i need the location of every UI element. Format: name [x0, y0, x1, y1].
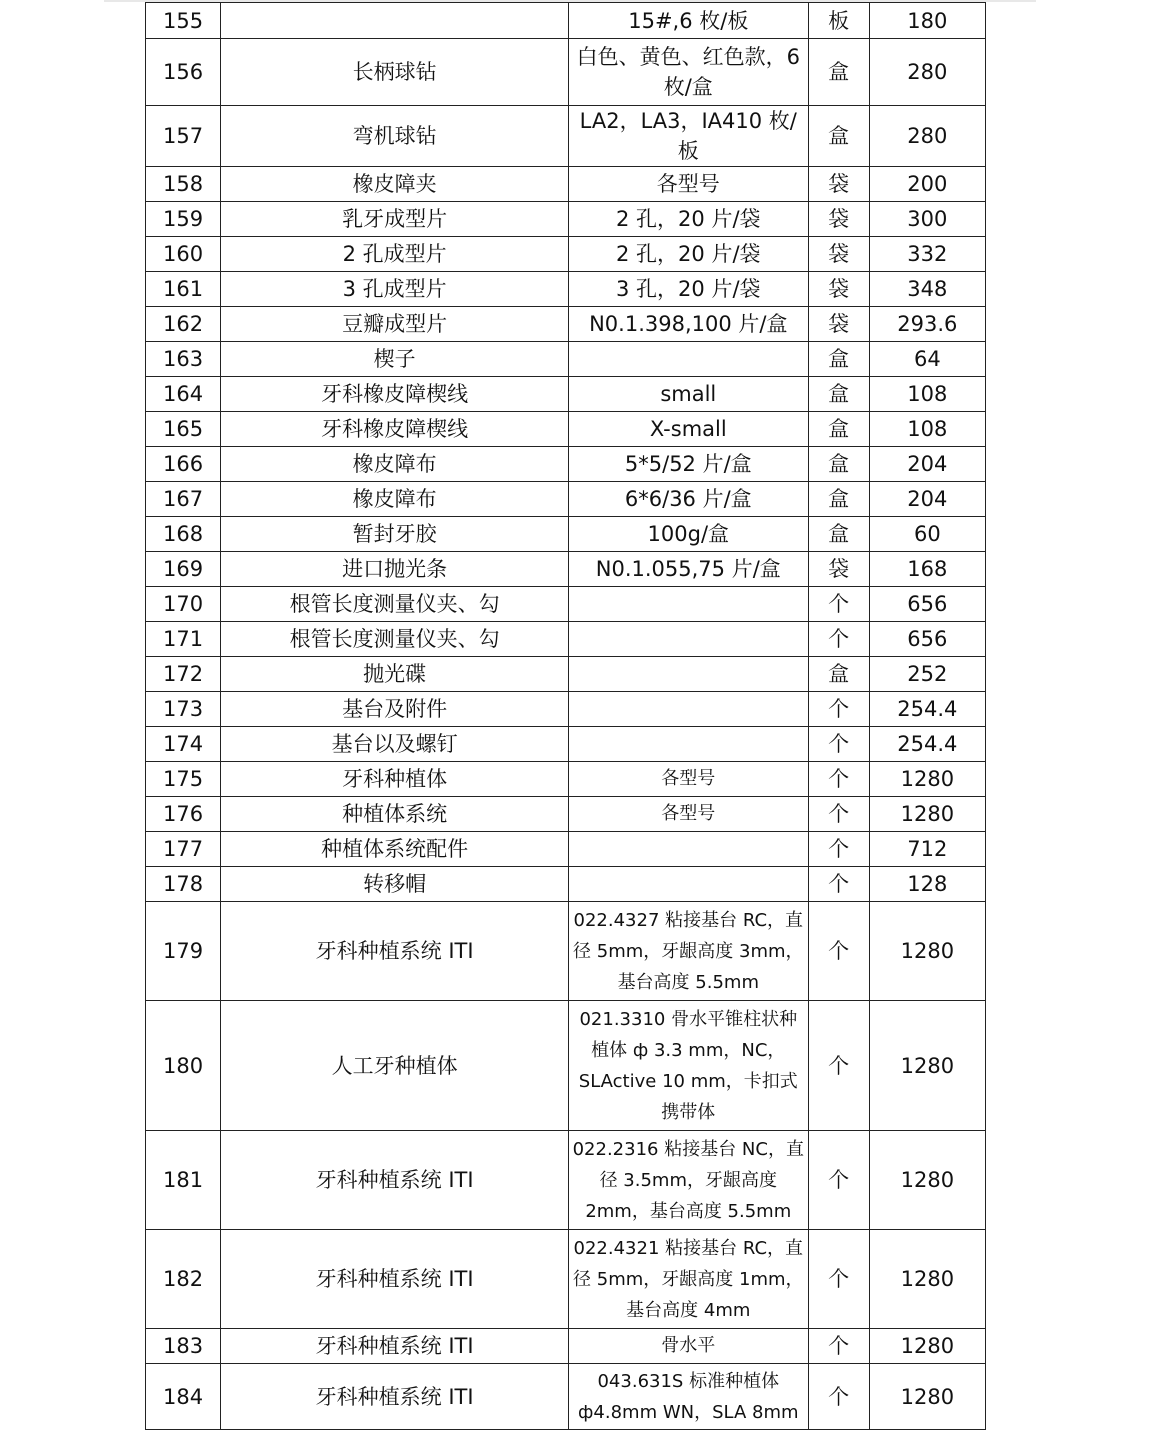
table-row: [146, 762, 986, 797]
item-price: 254.4: [869, 727, 985, 762]
item-unit: 盒: [808, 412, 869, 447]
item-price: 204: [869, 447, 985, 482]
row-number: 175: [146, 762, 221, 797]
table-row: [146, 692, 986, 727]
price-table: [145, 2, 986, 1430]
item-spec: [569, 657, 809, 692]
table-row: [146, 482, 986, 517]
item-spec: 021.3310 骨水平锥柱状种植体 ф 3.3 mm，NC，SLActive 10 mm，卡扣式携带体: [569, 1001, 809, 1131]
item-unit: 个: [808, 1364, 869, 1430]
row-number: 163: [146, 342, 221, 377]
item-name: 牙科橡皮障楔线: [221, 377, 569, 412]
row-number: 157: [146, 106, 221, 167]
item-unit: 袋: [808, 307, 869, 342]
table-row: [146, 307, 986, 342]
row-number: 174: [146, 727, 221, 762]
row-number: 159: [146, 202, 221, 237]
item-name: 牙科种植系统 ITI: [221, 1329, 569, 1364]
table-row: [146, 1230, 986, 1329]
item-spec: 043.631S 标准种植体 ф4.8mm WN，SLA 8mm: [569, 1364, 809, 1430]
item-spec: small: [569, 377, 809, 412]
item-name: 进口抛光条: [221, 552, 569, 587]
row-number: 173: [146, 692, 221, 727]
item-name: 根管长度测量仪夹、勾: [221, 587, 569, 622]
item-unit: 板: [808, 3, 869, 39]
item-name: [221, 3, 569, 39]
item-name: 橡皮障夹: [221, 167, 569, 202]
table-row: [146, 167, 986, 202]
item-price: 1280: [869, 1131, 985, 1230]
row-number: 158: [146, 167, 221, 202]
table-row: [146, 797, 986, 832]
item-name: 豆瓣成型片: [221, 307, 569, 342]
item-name: 人工牙种植体: [221, 1001, 569, 1131]
table-row: [146, 517, 986, 552]
item-price: 64: [869, 342, 985, 377]
item-unit: 个: [808, 867, 869, 902]
row-number: 172: [146, 657, 221, 692]
row-number: 182: [146, 1230, 221, 1329]
item-name: 牙科种植系统 ITI: [221, 1230, 569, 1329]
item-spec: [569, 342, 809, 377]
item-price: 712: [869, 832, 985, 867]
row-number: 179: [146, 902, 221, 1001]
row-number: 170: [146, 587, 221, 622]
item-name: 转移帽: [221, 867, 569, 902]
table-row: [146, 622, 986, 657]
item-unit: 袋: [808, 237, 869, 272]
item-spec: LA2，LA3，IA410 枚/板: [569, 106, 809, 167]
item-price: 1280: [869, 1230, 985, 1329]
item-price: 1280: [869, 902, 985, 1001]
table-row: [146, 39, 986, 106]
item-spec: N0.1.398,100 片/盒: [569, 307, 809, 342]
item-spec: [569, 727, 809, 762]
item-name: 3 孔成型片: [221, 272, 569, 307]
item-price: 348: [869, 272, 985, 307]
item-unit: 个: [808, 727, 869, 762]
table-row: [146, 727, 986, 762]
item-unit: 盒: [808, 342, 869, 377]
item-name: 乳牙成型片: [221, 202, 569, 237]
item-unit: 盒: [808, 657, 869, 692]
item-name: 种植体系统: [221, 797, 569, 832]
item-unit: 个: [808, 832, 869, 867]
row-number: 162: [146, 307, 221, 342]
table-row: [146, 1001, 986, 1131]
item-spec: 5*5/52 片/盒: [569, 447, 809, 482]
item-unit: 个: [808, 902, 869, 1001]
table-row: [146, 552, 986, 587]
item-name: 牙科种植系统 ITI: [221, 1364, 569, 1430]
row-number: 165: [146, 412, 221, 447]
item-price: 180: [869, 3, 985, 39]
item-price: 60: [869, 517, 985, 552]
item-name: 橡皮障布: [221, 482, 569, 517]
table-row: [146, 412, 986, 447]
table-row: [146, 3, 986, 39]
row-number: 166: [146, 447, 221, 482]
item-spec: [569, 622, 809, 657]
row-number: 161: [146, 272, 221, 307]
item-price: 1280: [869, 797, 985, 832]
row-number: 160: [146, 237, 221, 272]
row-number: 176: [146, 797, 221, 832]
price-table-body: [146, 3, 986, 1430]
table-row: [146, 377, 986, 412]
item-unit: 盒: [808, 39, 869, 106]
item-name: 弯机球钻: [221, 106, 569, 167]
item-spec: 白色、黄色、红色款，6枚/盒: [569, 39, 809, 106]
row-number: 184: [146, 1364, 221, 1430]
item-unit: 个: [808, 587, 869, 622]
item-name: 根管长度测量仪夹、勾: [221, 622, 569, 657]
item-spec: 022.2316 粘接基台 NC，直径 3.5mm，牙龈高度 2mm，基台高度 5.5mm: [569, 1131, 809, 1230]
item-price: 108: [869, 412, 985, 447]
item-price: 168: [869, 552, 985, 587]
item-spec: [569, 867, 809, 902]
item-spec: [569, 692, 809, 727]
item-price: 293.6: [869, 307, 985, 342]
item-spec: [569, 587, 809, 622]
item-unit: 袋: [808, 202, 869, 237]
item-spec: [569, 832, 809, 867]
item-spec: 022.4321 粘接基台 RC，直径 5mm，牙龈高度 1mm，基台高度 4mm: [569, 1230, 809, 1329]
item-name: 2 孔成型片: [221, 237, 569, 272]
item-price: 252: [869, 657, 985, 692]
item-spec: 骨水平: [569, 1329, 809, 1364]
table-row: [146, 272, 986, 307]
item-spec: 2 孔，20 片/袋: [569, 237, 809, 272]
item-unit: 个: [808, 797, 869, 832]
item-spec: 各型号: [569, 167, 809, 202]
item-price: 656: [869, 587, 985, 622]
item-name: 暂封牙胶: [221, 517, 569, 552]
item-unit: 个: [808, 1230, 869, 1329]
item-spec: 022.4327 粘接基台 RC，直径 5mm，牙龈高度 3mm，基台高度 5.5mm: [569, 902, 809, 1001]
row-number: 181: [146, 1131, 221, 1230]
item-unit: 个: [808, 1329, 869, 1364]
item-price: 1280: [869, 762, 985, 797]
item-spec: 15#,6 枚/板: [569, 3, 809, 39]
table-row: [146, 1329, 986, 1364]
row-number: 171: [146, 622, 221, 657]
item-name: 基台以及螺钉: [221, 727, 569, 762]
item-name: 牙科种植系统 ITI: [221, 902, 569, 1001]
row-number: 180: [146, 1001, 221, 1131]
item-unit: 盒: [808, 482, 869, 517]
item-name: 长柄球钻: [221, 39, 569, 106]
item-spec: 各型号: [569, 797, 809, 832]
item-price: 1280: [869, 1329, 985, 1364]
item-spec: N0.1.055,75 片/盒: [569, 552, 809, 587]
row-number: 169: [146, 552, 221, 587]
row-number: 183: [146, 1329, 221, 1364]
item-spec: 各型号: [569, 762, 809, 797]
item-spec: 6*6/36 片/盒: [569, 482, 809, 517]
item-price: 300: [869, 202, 985, 237]
table-row: [146, 447, 986, 482]
item-spec: 2 孔，20 片/袋: [569, 202, 809, 237]
item-unit: 个: [808, 622, 869, 657]
item-spec: X-small: [569, 412, 809, 447]
item-unit: 袋: [808, 272, 869, 307]
table-row: [146, 1131, 986, 1230]
item-spec: 3 孔，20 片/袋: [569, 272, 809, 307]
item-price: 204: [869, 482, 985, 517]
item-name: 牙科种植体: [221, 762, 569, 797]
table-row: [146, 1364, 986, 1430]
table-row: [146, 342, 986, 377]
row-number: 164: [146, 377, 221, 412]
item-unit: 个: [808, 1001, 869, 1131]
row-number: 155: [146, 3, 221, 39]
table-row: [146, 237, 986, 272]
item-price: 280: [869, 39, 985, 106]
item-price: 1280: [869, 1364, 985, 1430]
row-number: 178: [146, 867, 221, 902]
item-price: 254.4: [869, 692, 985, 727]
item-name: 橡皮障布: [221, 447, 569, 482]
item-price: 108: [869, 377, 985, 412]
item-unit: 盒: [808, 377, 869, 412]
item-unit: 个: [808, 692, 869, 727]
item-name: 牙科种植系统 ITI: [221, 1131, 569, 1230]
item-unit: 袋: [808, 552, 869, 587]
item-name: 牙科橡皮障楔线: [221, 412, 569, 447]
table-row: [146, 657, 986, 692]
item-unit: 个: [808, 1131, 869, 1230]
table-row: [146, 587, 986, 622]
item-unit: 个: [808, 762, 869, 797]
table-row: [146, 867, 986, 902]
row-number: 156: [146, 39, 221, 106]
item-unit: 盒: [808, 517, 869, 552]
row-number: 177: [146, 832, 221, 867]
row-number: 168: [146, 517, 221, 552]
item-price: 1280: [869, 1001, 985, 1131]
item-unit: 盒: [808, 447, 869, 482]
item-price: 332: [869, 237, 985, 272]
item-unit: 袋: [808, 167, 869, 202]
item-price: 200: [869, 167, 985, 202]
item-name: 种植体系统配件: [221, 832, 569, 867]
table-row: [146, 202, 986, 237]
item-unit: 盒: [808, 106, 869, 167]
item-price: 280: [869, 106, 985, 167]
item-spec: 100g/盒: [569, 517, 809, 552]
row-number: 167: [146, 482, 221, 517]
table-row: [146, 902, 986, 1001]
item-price: 656: [869, 622, 985, 657]
table-row: [146, 106, 986, 167]
item-name: 楔子: [221, 342, 569, 377]
item-price: 128: [869, 867, 985, 902]
item-name: 抛光碟: [221, 657, 569, 692]
item-name: 基台及附件: [221, 692, 569, 727]
table-row: [146, 832, 986, 867]
